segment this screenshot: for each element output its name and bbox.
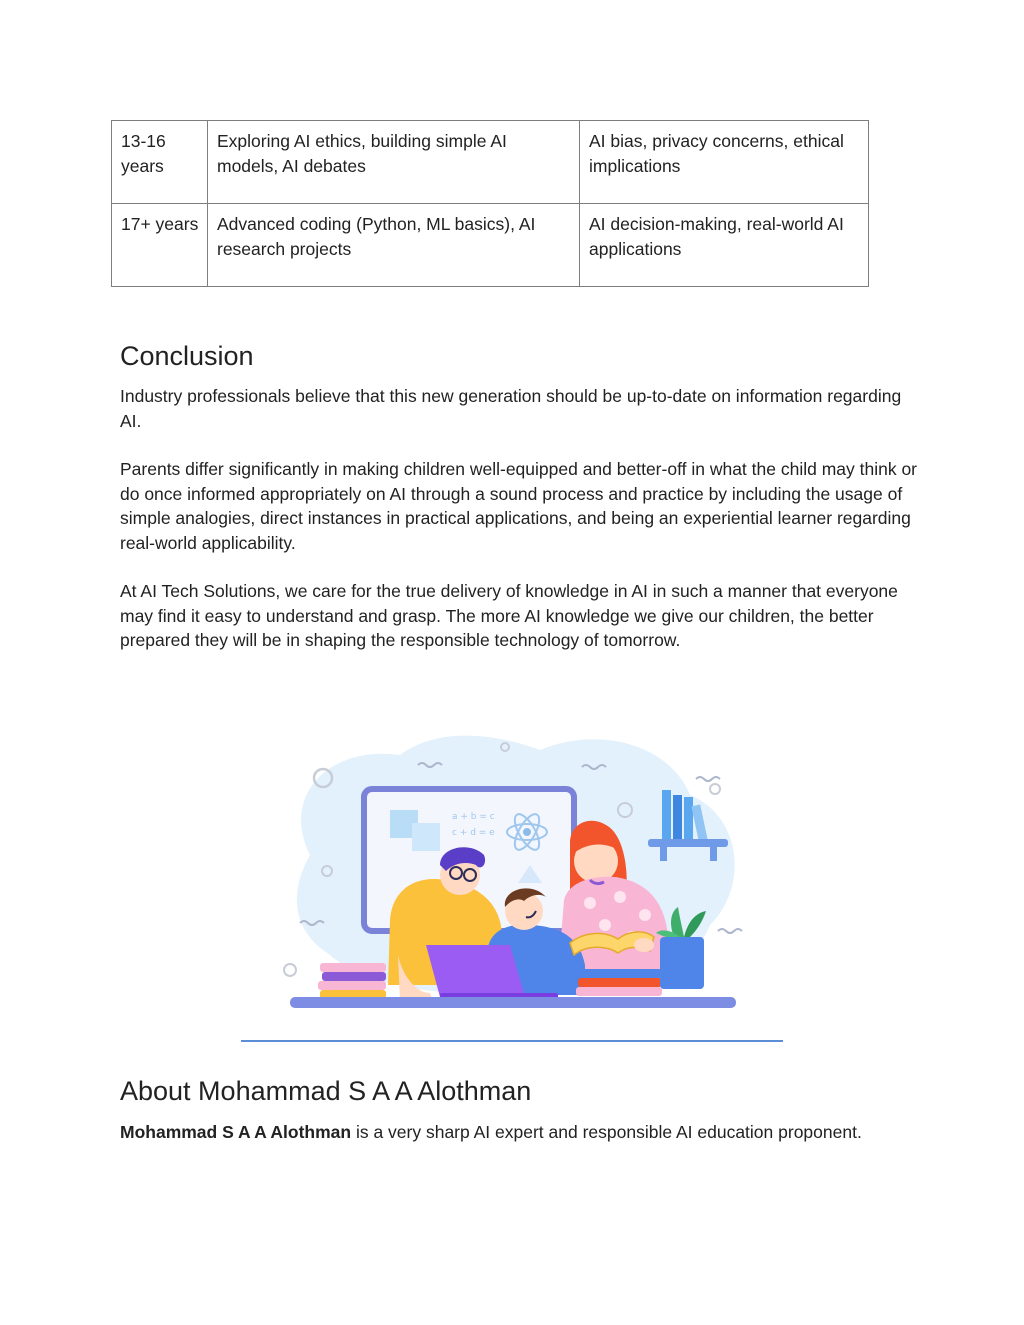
- age-cell: 13-16 years: [112, 121, 208, 204]
- image-divider-line: [241, 1040, 783, 1042]
- about-text: is a very sharp AI expert and responsible AI education proponent.: [351, 1122, 862, 1142]
- topics-cell: AI decision-making, real-world AI applications: [580, 204, 869, 287]
- table-row: [112, 121, 869, 204]
- board-formula-2: c + d = e: [452, 828, 495, 838]
- about-paragraph: [120, 1120, 920, 1145]
- about-heading: About Mohammad S A A Alothman: [120, 1076, 532, 1106]
- activities-cell: Exploring AI ethics, building simple AI models, AI debates: [208, 121, 580, 204]
- table-top: [290, 997, 736, 1008]
- conclusion-paragraph-1: Industry professionals believe that this new generation should be up-to-date on information regarding AI.: [120, 386, 902, 431]
- decor-circle: [710, 784, 720, 794]
- book-stack-left: [318, 963, 386, 999]
- conclusion-paragraph-2: Parents differ significantly in making children well-equipped and better-off in what the child may think or do once informed appropriately on AI through a sound process and practice by including the usage of simple analogies, direct instances in practical applications, and being an experiential learner regarding real-world applicability.: [120, 459, 918, 553]
- family-learning-illustration: [240, 675, 784, 1037]
- activities-cell: Advanced coding (Python, ML basics), AI research projects: [208, 204, 580, 287]
- conclusion-paragraph-3: At AI Tech Solutions, we care for the true delivery of knowledge in AI in such a manner that everyone may find it easy to understand and grasp. The more AI knowledge we give our children, the better prepared they will be in shaping the responsible technology of tomorrow.: [120, 581, 898, 650]
- conclusion-heading: Conclusion: [120, 341, 254, 371]
- author-name: Mohammad S A A Alothman: [120, 1122, 352, 1142]
- decor-circle: [284, 964, 296, 976]
- table-row: [112, 204, 869, 287]
- age-cell: 17+ years: [112, 204, 208, 287]
- board-formula-1: a + b = c: [452, 812, 495, 822]
- age-activities-table: [111, 120, 869, 287]
- topics-cell: AI bias, privacy concerns, ethical implications: [580, 121, 869, 204]
- book-stack-right: [576, 969, 662, 996]
